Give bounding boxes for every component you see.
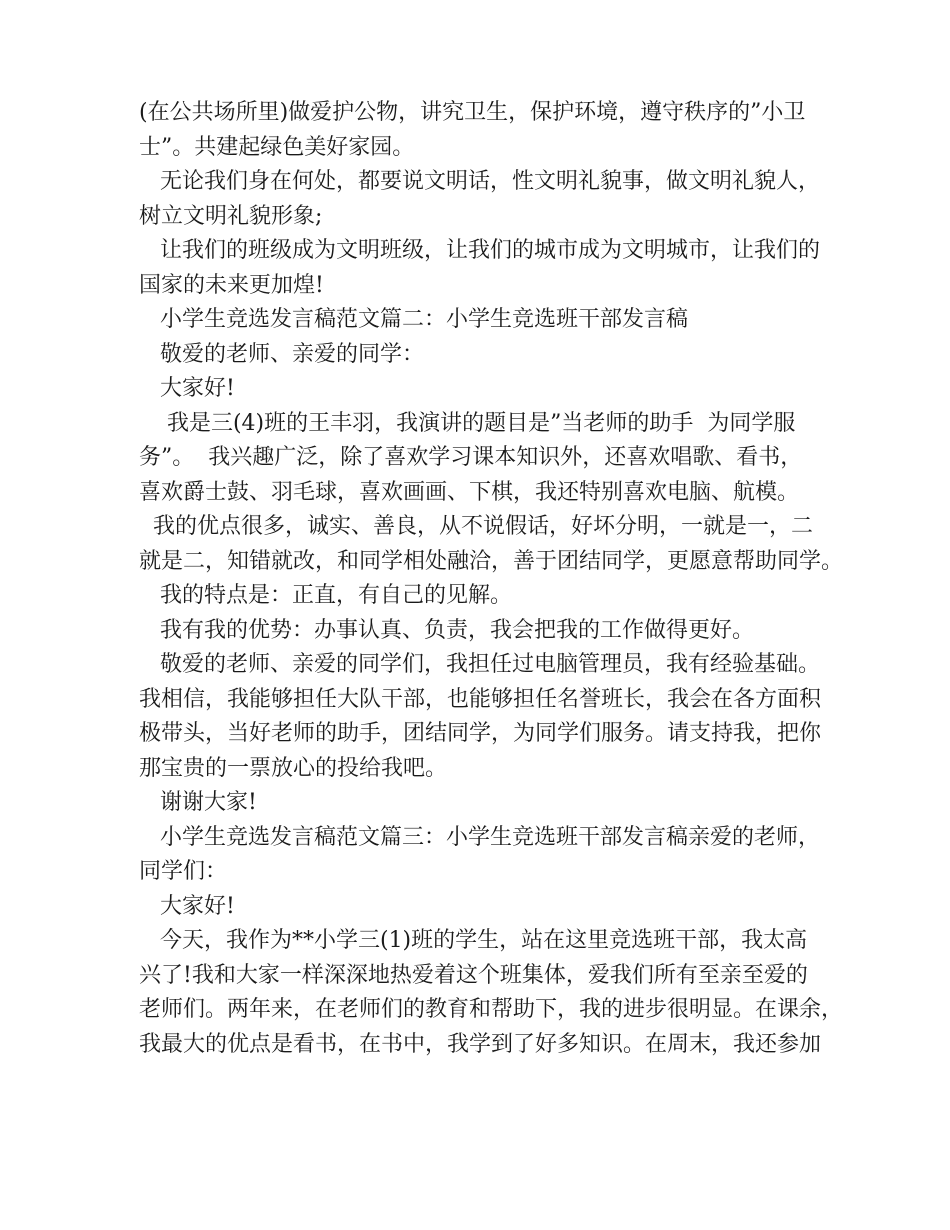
text-line: 我的特点是：正直，有自己的见解。 [139, 583, 512, 608]
text-line: 我的优点很多，诚实、善良，从不说假话，好坏分明，一就是一，二 [139, 514, 813, 539]
text-line: 那宝贵的一票放心的投给我吧。 [139, 755, 448, 781]
text-line: 大家好! [139, 893, 235, 919]
document-body [139, 96, 844, 1062]
text-line: 敬爱的老师、亲爱的同学们，我担任过电脑管理员，我有经验基础。 [139, 652, 820, 677]
text-line: 我最大的优点是看书，在书中，我学到了好多知识。在周末，我还参加 [139, 1031, 822, 1057]
text-line: 兴了!我和大家一样深深地热爱着这个班集体，爱我们所有至亲至爱的 [139, 962, 808, 988]
text-line: 让我们的班级成为文明班级，让我们的城市成为文明城市，让我们的 [139, 238, 820, 263]
text-line: 就是二，知错就改，和同学相处融洽，善于团结同学，更愿意帮助同学。 [139, 548, 844, 574]
text-line: 士”。共建起绿色美好家园。 [139, 134, 415, 160]
text-line: 敬爱的老师、亲爱的同学： [139, 341, 424, 367]
text-line: 谢谢大家! [139, 790, 257, 815]
section-heading: 小学生竞选发言稿范文篇二：小学生竞选班干部发言稿 [139, 307, 688, 332]
text-line: 同学们： [139, 859, 228, 884]
text-line: 今天，我作为**小学三(1)班的学生，站在这里竞选班干部，我太高 [139, 928, 808, 953]
section-heading: 小学生竞选发言稿范文篇三：小学生竞选班干部发言稿亲爱的老师， [139, 824, 820, 850]
text-line: 务”。 我兴趣广泛，除了喜欢学习课本知识外，还喜欢唱歌、看书， [139, 445, 803, 470]
text-line: (在公共场所里)做爱护公物，讲究卫生，保护环境，遵守秩序的”小卫 [139, 100, 806, 125]
text-line: 大家好! [139, 376, 235, 401]
text-line: 极带头，当好老师的助手，团结同学，为同学们服务。请支持我，把你 [139, 721, 822, 746]
text-line: 国家的未来更加煌! [139, 272, 324, 298]
text-line: 我有我的优势：办事认真、负责，我会把我的工作做得更好。 [139, 617, 754, 643]
text-line: 老师们。两年来，在老师们的教育和帮助下，我的进步很明显。在课余， [139, 997, 844, 1022]
text-line: 喜欢爵士鼓、羽毛球，喜欢画画、下棋，我还特别喜欢电脑、航模。 [139, 479, 800, 505]
text-line: 树立文明礼貌形象; [139, 203, 323, 229]
text-line: 我相信，我能够担任大队干部，也能够担任名誉班长，我会在各方面积 [139, 686, 822, 712]
text-line: 我是三(4)班的王丰羽，我演讲的题目是”当老师的助手 为同学服 [139, 410, 796, 436]
text-line: 无论我们身在何处，都要说文明话，性文明礼貌事，做文明礼貌人， [139, 169, 820, 194]
